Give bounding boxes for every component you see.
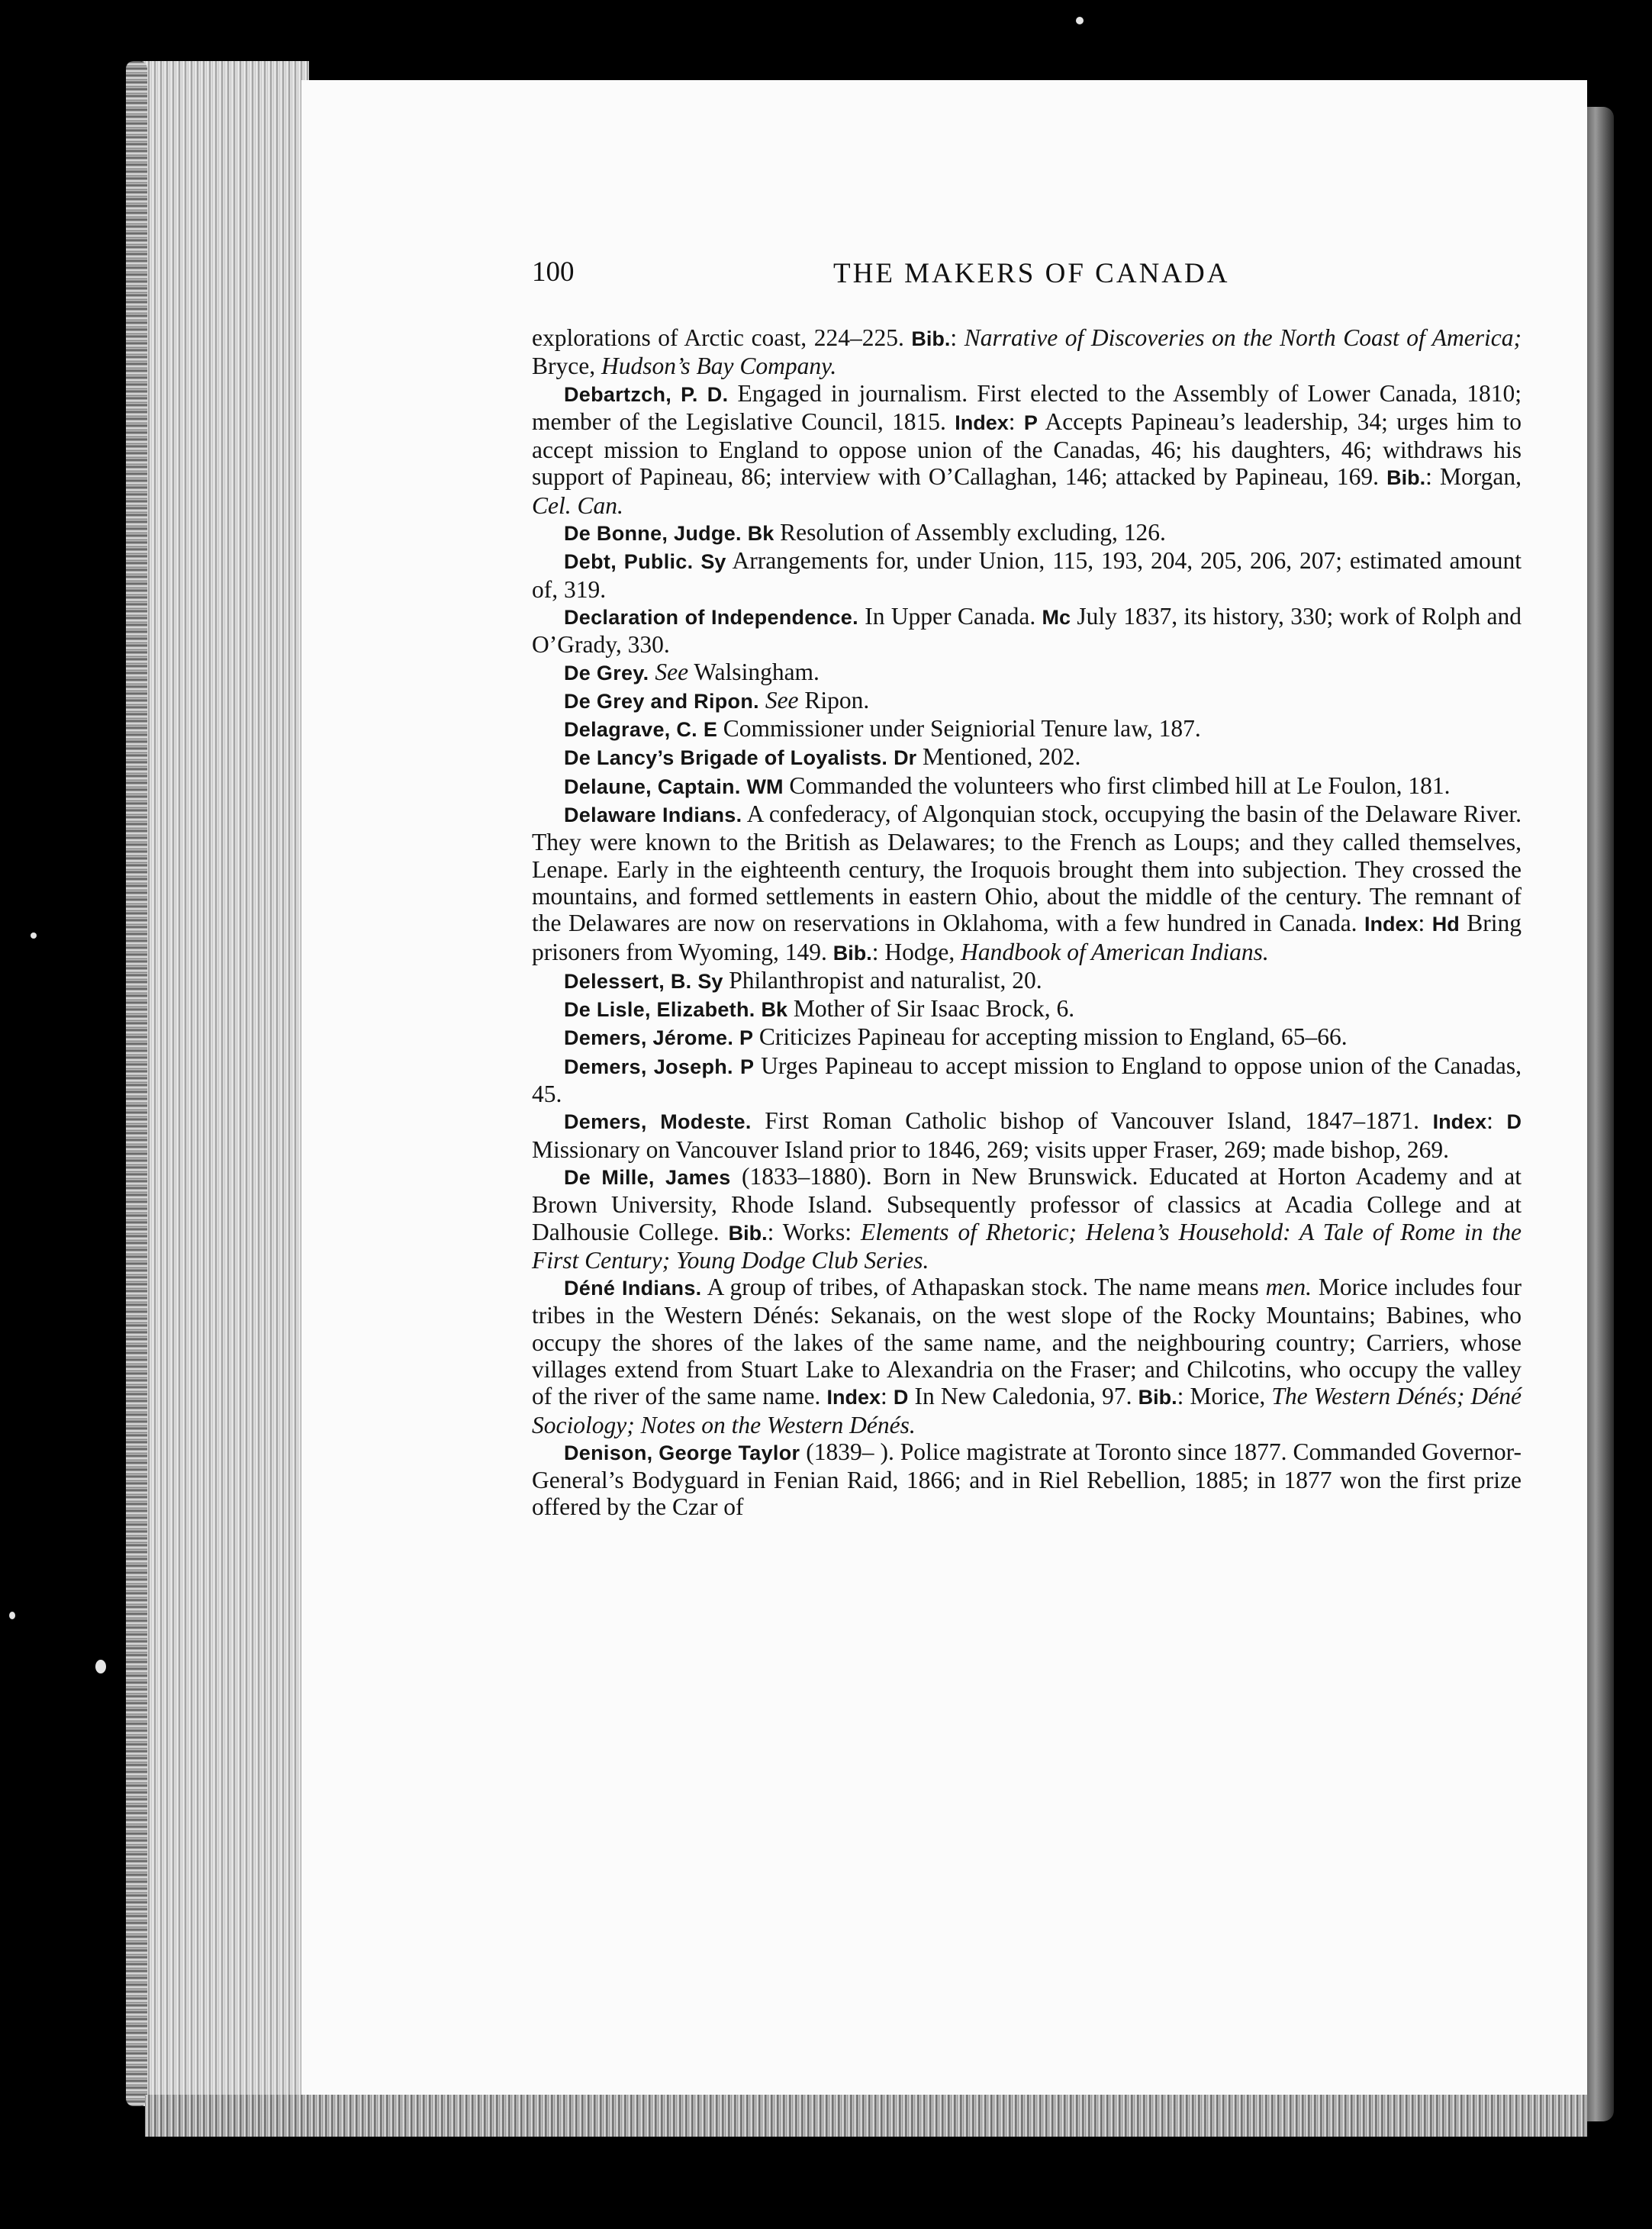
entry-text: : Morice,: [1177, 1383, 1272, 1410]
entry-text: In Upper Canada.: [858, 602, 1042, 630]
index-entry: [532, 715, 1522, 743]
section-label: Index: [955, 411, 1009, 434]
entry-text: : Works:: [767, 1218, 861, 1245]
entry-text: Mother of Sir Isaac Brock, 6.: [787, 995, 1075, 1023]
entry-headword: De Lisle, Elizabeth.: [564, 998, 755, 1022]
volume-reference: E: [703, 718, 717, 742]
section-label: Index: [826, 1386, 881, 1409]
index-entry: [532, 743, 1522, 771]
volume-reference: D: [893, 1386, 909, 1409]
index-entry: [532, 800, 1522, 967]
running-title: THE MAKERS OF CANADA: [833, 258, 1230, 289]
entry-headword: Delaware Indians.: [564, 804, 742, 827]
section-label: Bib.: [832, 941, 872, 965]
entry-text: Walsingham.: [688, 658, 820, 685]
index-entry: [532, 1438, 1522, 1521]
entry-text: :: [1418, 910, 1432, 937]
italic-text: Handbook of American Indians.: [961, 938, 1269, 965]
page-edges-left: [134, 61, 309, 2106]
page-header: [532, 256, 1531, 301]
entry-text: (1839– ). Police magistrate at Toronto since 1877. Commanded Governor-General’s Bodyguard in Fenian Raid, 1866; and in Riel Rebellion, 1885; in 1877 won the first prize offered by the Czar of: [532, 1438, 1522, 1521]
entry-text: Resolution of Assembly excluding, 126.: [774, 519, 1166, 546]
index-entry: [532, 380, 1522, 519]
entry-text: Commissioner under Seigniorial Tenure law, 187.: [717, 715, 1201, 742]
entry-text: Philanthropist and naturalist, 20.: [723, 966, 1042, 994]
italic-text: Elements of Rhetoric; Helena’s Household: A Tale of Rome in the First Century; Young Dodge Club Series.: [532, 1218, 1522, 1274]
volume-reference: Sy: [700, 550, 726, 574]
index-entry: [532, 1023, 1522, 1052]
entry-headword: Delaune, Captain.: [564, 775, 741, 798]
index-entry: [532, 1107, 1522, 1163]
index-entry: [532, 995, 1522, 1023]
entry-text: A group of tribes, of Athapaskan stock. The name means: [701, 1274, 1266, 1301]
entry-text: : Hodge,: [871, 938, 961, 965]
entry-headword: Demers, Joseph.: [564, 1055, 733, 1078]
entry-text: July 1837, its history, 330; work of Rolph and O’Grady, 330.: [532, 602, 1522, 659]
entry-text: Ripon.: [798, 686, 870, 713]
volume-reference: Bk: [761, 998, 787, 1022]
entry-text: [742, 519, 748, 546]
index-entry: [532, 1274, 1522, 1438]
volume-reference: Sy: [697, 969, 723, 993]
entry-text: Criticizes Papineau for accepting mission to England, 65–66.: [753, 1023, 1348, 1051]
italic-text: Cel. Can.: [532, 491, 623, 519]
entry-text: Mentioned, 202.: [916, 743, 1081, 771]
book-spine-right: [1583, 107, 1614, 2121]
index-entry: [532, 603, 1522, 659]
section-label: Bib.: [911, 327, 951, 350]
italic-text: Hudson’s Bay Company.: [601, 353, 837, 380]
entry-text: Accepts Papineau’s leadership, 34; urges him to accept mission to England to oppose union of the Canadas, 46; his daughters, 46; withdraws his support of Papineau, 86; interview with O’Callaghan, 146; attacked by Papineau, 169.: [532, 407, 1522, 491]
index-entry: [532, 772, 1522, 800]
scan-speck: [1076, 17, 1084, 24]
entry-headword: Debartzch, P. D.: [564, 382, 729, 406]
volume-reference: Mc: [1042, 605, 1071, 629]
section-label: Bib.: [728, 1221, 768, 1245]
entry-text: A confederacy, of Algonquian stock, occupying the basin of the Delaware River. They were known to the British as Delawares; to the French as Loups; and they called themselves, Lenape. Early in the eighteenth century, the Iroquois brought them into subjection. They crossed the mountains, and formed settlements in eastern Ohio, about the middle of the century. The remnant of the Delawares are now on reservations in Oklahoma, with a few hundred in Canada.: [532, 800, 1522, 937]
entry-text: [741, 772, 747, 799]
index-entry: [532, 659, 1522, 687]
entry-text: [887, 743, 894, 770]
entry-text: First Roman Catholic bishop of Vancouver Island, 1847–1871.: [751, 1107, 1433, 1135]
scan-speck: [9, 1612, 15, 1619]
entry-text: [693, 547, 700, 574]
index-entry: [532, 1163, 1522, 1274]
entry-headword: Déné Indians.: [564, 1277, 702, 1300]
page-number: 100: [532, 256, 575, 288]
entry-headword: De Grey.: [564, 661, 649, 684]
entry-text: Bryce,: [532, 353, 601, 380]
italic-text: See: [765, 686, 799, 713]
entry-text: Urges Papineau to accept mission to England to oppose union of the Canadas, 45.: [532, 1052, 1522, 1108]
entry-text: Bring prisoners from Wyoming, 149.: [532, 910, 1522, 965]
index-entry: [532, 547, 1522, 603]
entry-headword: De Mille, James: [564, 1165, 731, 1189]
entry-text: explorations of Arctic coast, 224–225.: [532, 324, 912, 351]
entry-text: [697, 715, 704, 742]
entry-text: Missionary on Vancouver Island prior to 1846, 269; visits upper Fraser, 269; made bishop, 269.: [532, 1135, 1450, 1163]
entry-text: Commanded the volunteers who first climbed hill at Le Foulon, 181.: [783, 771, 1451, 799]
volume-reference: Dr: [894, 746, 917, 770]
entry-text: :: [1008, 407, 1024, 435]
italic-text: Narrative of Discoveries on the North Coast of America;: [964, 324, 1522, 351]
entry-headword: Delessert, B.: [564, 969, 692, 993]
entry-text: Engaged in journalism. First elected to the Assembly of Lower Canada, 1810; member of the Legislative Council, 1815.: [532, 379, 1522, 435]
continued-entry: [532, 324, 1522, 380]
entry-headword: Declaration of Independence.: [564, 605, 858, 629]
scan-speck: [31, 933, 37, 939]
volume-reference: D: [1506, 1110, 1522, 1134]
volume-reference: P: [740, 1055, 755, 1078]
entry-headword: Demers, Modeste.: [564, 1110, 752, 1134]
entry-headword: Delagrave, C.: [564, 718, 697, 742]
entry-text: Arrangements for, under Union, 115, 193, 204, 205, 206, 207; estimated amount of, 319.: [532, 547, 1522, 603]
section-label: Index: [1432, 1110, 1487, 1134]
volume-reference: Bk: [747, 522, 774, 546]
entry-text: (1833–1880). Born in New Brunswick. Educated at Horton Academy and at Brown University, Rhode Island. Subsequently professor of classics at Acadia College and at Dalhousie College.: [532, 1162, 1522, 1245]
entry-text: In New Caledonia, 97.: [908, 1383, 1138, 1410]
index-entry: [532, 1052, 1522, 1108]
index-entry: [532, 519, 1522, 547]
entry-text: [733, 1023, 739, 1050]
italic-text: The Western Dénés; Déné Sociology; Notes on the Western Dénés.: [532, 1383, 1522, 1438]
volume-reference: P: [1023, 411, 1038, 434]
entry-headword: De Bonne, Judge.: [564, 522, 742, 546]
entry-text: :: [1486, 1107, 1507, 1135]
volume-reference: WM: [746, 775, 784, 798]
volume-reference: Hd: [1431, 913, 1460, 936]
entry-headword: Debt, Public.: [564, 550, 694, 574]
page-edges-bottom: [145, 2095, 1587, 2137]
entry-text: :: [881, 1383, 894, 1410]
entry-text: [759, 687, 765, 713]
entry-text: [733, 1052, 740, 1079]
index-text: [532, 324, 1522, 1521]
entry-headword: Denison, George Taylor: [564, 1441, 800, 1464]
volume-reference: P: [739, 1026, 754, 1050]
section-label: Index: [1364, 913, 1419, 936]
italic-text: See: [655, 658, 689, 685]
index-entry: [532, 967, 1522, 995]
scan-speck: [95, 1660, 106, 1673]
section-label: Bib.: [1138, 1386, 1177, 1409]
entry-headword: De Lancy’s Brigade of Loyalists.: [564, 746, 888, 770]
entry-text: Morice includes four tribes in the Western Dénés: Sekanais, on the west slope of the Rocky Mountains; Babines, who occupy the shores of the lakes of the same name, and the neighbouring country; Carriers, whose villages extend from Stuart Lake to Alexandria on the Fraser; and Chilcotins, who occupy the valley of the river of the same name.: [532, 1274, 1522, 1410]
entry-text: :: [950, 324, 964, 351]
italic-text: men.: [1265, 1274, 1312, 1301]
section-label: Bib.: [1386, 466, 1426, 490]
entry-text: : Morgan,: [1425, 463, 1522, 491]
entry-headword: De Grey and Ripon.: [564, 689, 759, 713]
index-entry: [532, 687, 1522, 715]
entry-headword: Demers, Jérome.: [564, 1026, 734, 1050]
